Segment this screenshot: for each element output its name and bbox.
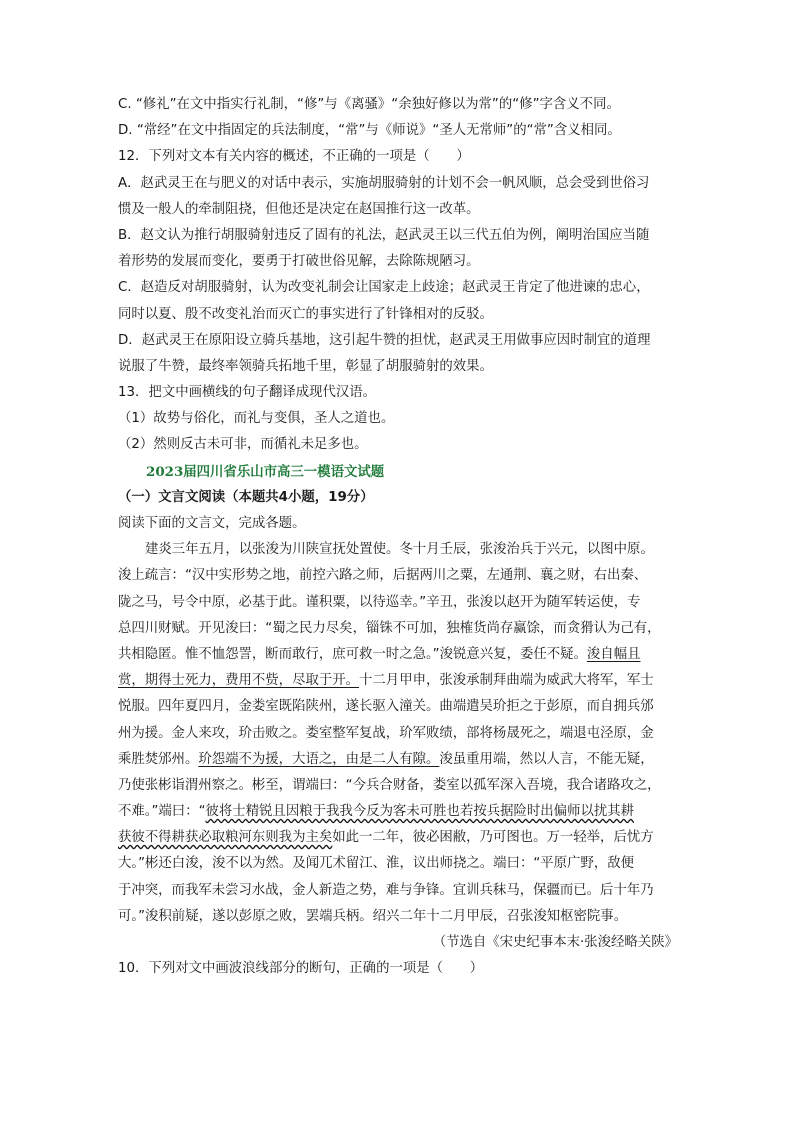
passage-line — [118, 642, 678, 668]
section-subtitle: （一）文言文阅读（本题共4小题，19分） — [118, 489, 374, 505]
q12-option-c-line1: C．赵造反对胡服骑射，认为改变礼制会让国家走上歧途；赵武灵王肯定了他进谏的忠心， — [118, 280, 650, 296]
passage-line: 于冲突，而我军未尝习水战，金人新造之势，难与争锋。宜训兵秣马，保疆而已。后十年乃 — [118, 882, 654, 898]
passage-text: 共相隐匿。惟不恤怨詈，断而敢行，庶可救一时之急。”浚锐意兴复，委任不疑。 — [118, 646, 587, 662]
passage-text: 不难。”端曰：“ — [118, 804, 206, 820]
underlined-sentence: 赏，期得士死力，费用不赀，尽取于开。 — [118, 673, 360, 689]
passage-line — [118, 799, 678, 825]
passage-line: 浚上疏言：“汉中实形势之地，前控六路之师，后据两川之粟，左通荆、襄之财，右出秦、 — [118, 568, 648, 584]
passage-text: 乘胜焚邠州。 — [118, 751, 199, 767]
q12-option-b-line2: 着形势的发展而变化，要勇于打破世俗见解，去除陈规陋习。 — [118, 254, 480, 270]
passage-text: 如此一二年，彼必困敝，乃可图也。万一轻举，后忧方 — [332, 830, 654, 846]
passage-line: 州为援。金人来攻，玠击败之。娄室整军复战，玠军败绩，部将杨晟死之，端退屯泾原，金 — [118, 725, 654, 741]
passage-line — [118, 825, 678, 851]
wavy-underlined-text: 获彼不得耕获必取粮河东则我为主矣 — [118, 830, 333, 846]
instruction: 阅读下面的文言文，完成各题。 — [118, 516, 306, 531]
q12-option-d-line1: D．赵武灵王在原阳设立骑兵基地，这引起牛赞的担忧，赵武灵王用做事应因时制宜的道理 — [118, 332, 651, 348]
passage-line: 建炎三年五月，以张浚为川陕宣抚处置使。冬十月壬辰，张浚治兵于兴元，以图中原。 — [145, 542, 654, 558]
passage-text: 十二月甲申，张浚承制拜曲端为威武大将军，军士 — [359, 673, 654, 689]
passage-text: 浚虽重用端，然以人言，不能无疑， — [439, 751, 654, 767]
q13-sentence-2: （2）然则反古未可非，而循礼未足多也。 — [118, 437, 368, 453]
q12-option-d-line2: 说服了牛赞，最终率领骑兵拓地千里，彰显了胡服骑射的效果。 — [118, 358, 493, 374]
passage-line — [118, 668, 678, 694]
option-d: D. “常经”在文中指固定的兵法制度，“常”与《师说》“圣人无常师”的“常”含义相同。 — [118, 123, 621, 139]
underlined-sentence: 玠怨端不为援，大语之，由是二人有隙。 — [198, 751, 440, 767]
underlined-sentence: 浚自幅且 — [586, 646, 641, 662]
q12-option-a-line1: A．赵武灵王在与肥义的对话中表示，实施胡服骑射的计划不会一帆风顺，总会受到世俗习 — [118, 175, 650, 191]
question-12-stem: 12．下列对文本有关内容的概述，不正确的一项是（ ） — [118, 149, 470, 165]
passage-line: 大。”彬还白浚，浚不以为然。及闻兀术留江、淮，议出师挠之。端曰：“平原广野，敌便 — [118, 856, 635, 872]
question-13-stem: 13．把文中画横线的句子翻译成现代汉语。 — [118, 385, 377, 401]
section-title: 2023届四川省乐山市高三一模语文试题 — [146, 463, 385, 480]
passage-line: 总四川财赋。开见浚曰：“蜀之民力尽矣，锱铢不可加，独榷货尚存赢馀，而贪猾认为己有， — [118, 620, 661, 636]
passage-line: 乃使张彬诣渭州察之。彬至，谓端曰：“今兵合财备，娄室以孤军深入吾境，我合诸路攻之， — [118, 777, 661, 793]
wavy-underlined-text: 彼将士精锐且因粮于我我今反为客未可胜也若按兵据险时出偏师以扰其耕 — [205, 804, 635, 820]
passage-line: 悦服。四年夏四月，金娄室既陷陕州，遂长驱入潼关。曲端遣吴玠拒之于彭原，而自拥兵邠 — [118, 699, 654, 715]
passage-line: 陇之马，号令中原，必基于此。谨积粟，以待巡幸。”辛丑，张浚以赵开为随军转运使，专 — [118, 594, 641, 610]
question-10-stem: 10．下列对文中画波浪线部分的断句，正确的一项是（ ） — [118, 961, 484, 977]
q12-option-c-line2: 同时以夏、殷不改变礼治而灭亡的事实进行了针锋相对的反驳。 — [118, 306, 493, 322]
q13-sentence-1: （1）故势与俗化，而礼与变俱，圣人之道也。 — [118, 411, 395, 427]
option-c: C. “修礼”在文中指实行礼制，“修”与《离骚》“余独好修以为常”的“修”字含义不同。 — [118, 97, 620, 112]
exam-page — [118, 92, 678, 982]
source-citation: （节选自《宋史纪事本末·张浚经略关陕》 — [432, 935, 678, 950]
passage-line — [118, 747, 678, 773]
q12-option-b-line1: B．赵文认为推行胡服骑射违反了固有的礼法，赵武灵王以三代五伯为例，阐明治国应当随 — [118, 227, 650, 243]
passage-line: 可。”浚积前疑，遂以彭原之败，罢端兵柄。绍兴二年十二月甲辰，召张浚知枢密院事。 — [118, 908, 628, 924]
q12-option-a-line2: 惯及一般人的牵制阻挠，但他还是决定在赵国推行这一改革。 — [118, 201, 480, 217]
